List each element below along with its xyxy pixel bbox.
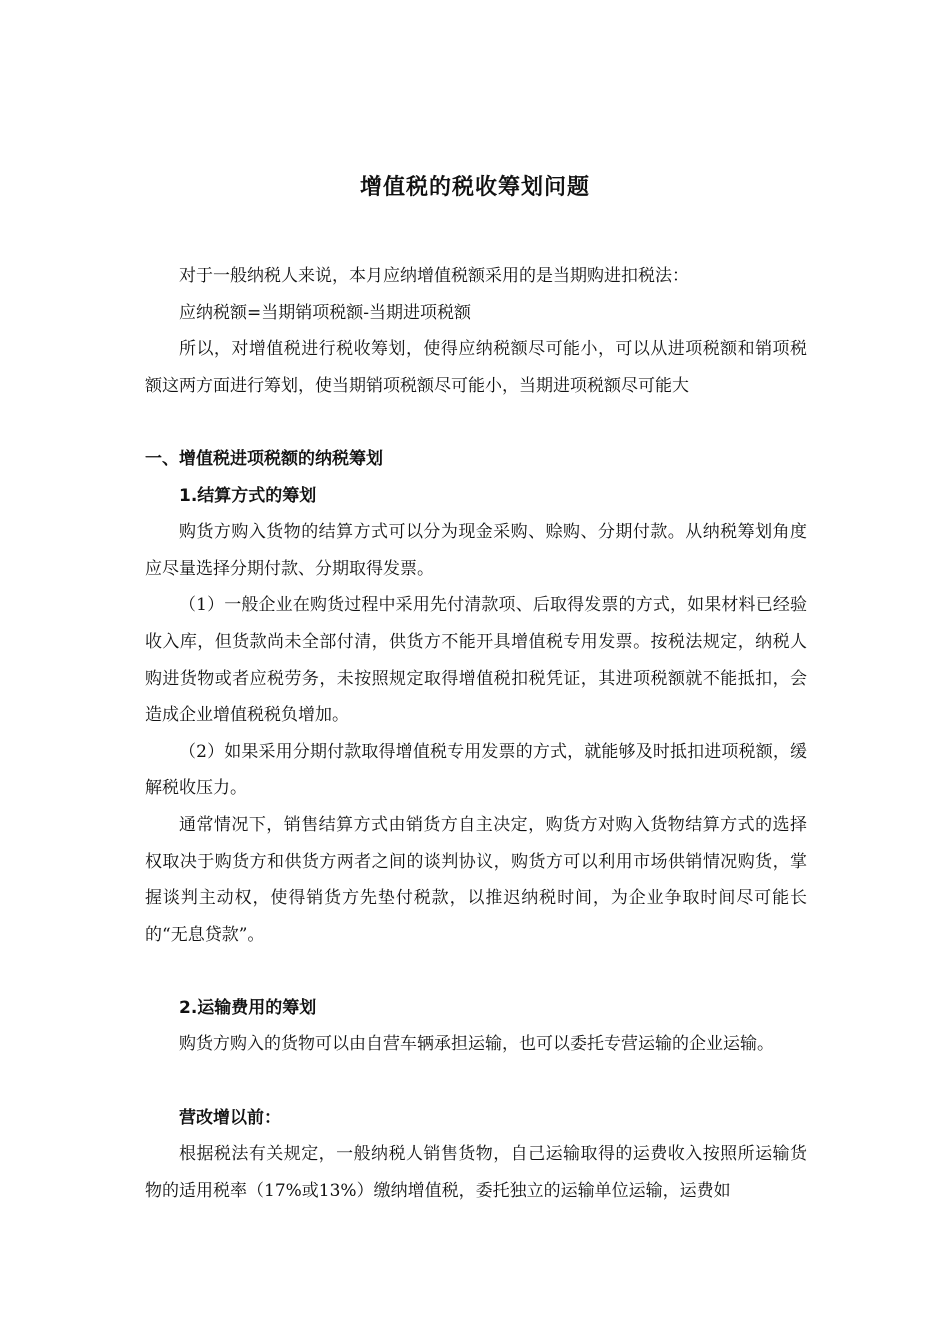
settlement-paragraph-2: （1）一般企业在购货过程中采用先付清款项、后取得发票的方式，如果材料已经验收入库，但货款尚未全部付清，供货方不能开具增值税专用发票。按税法规定，纳税人购进货物或者应税劳务，未按照规定取得增值税扣税凭证，其进项税额就不能抵扣，会造成企业增值税税负增加。	[145, 595, 807, 726]
document-title: 增值税的税收筹划问题	[359, 175, 590, 200]
transport-paragraph-1: 购货方购入的货物可以由自营车辆承担运输，也可以委托专营运输的企业运输。	[179, 1034, 774, 1055]
settlement-paragraph-4: 通常情况下，销售结算方式由销货方自主决定，购货方对购入货物结算方式的选择权取决于购货方和供货方两者之间的谈判协议，购货方可以利用市场供销情况购货，掌握谈判主动权，使得销货方先垫付税款，以推迟纳税时间，为企业争取时间尽可能长的“无息贷款”。	[145, 814, 807, 945]
spacer	[145, 404, 807, 441]
document-body	[145, 258, 807, 1209]
spacer	[145, 953, 807, 990]
before-reform-paragraph-1: 根据税法有关规定，一般纳税人销售货物，自己运输取得的运费收入按照所运输货物的适用税率（17%或13%）缴纳增值税，委托独立的运输单位运输，运费如	[145, 1144, 807, 1201]
section-heading: 一、增值税进项税额的纳税筹划	[145, 448, 383, 469]
subsection-heading-before-reform: 营改增以前：	[179, 1107, 281, 1128]
settlement-paragraph-3: （2）如果采用分期付款取得增值税专用发票的方式，就能够及时抵扣进项税额，缓解税收压力。	[145, 741, 807, 799]
settlement-paragraph-1: 购货方购入货物的结算方式可以分为现金采购、赊购、分期付款。从纳税筹划角度应尽量选择分期付款、分期取得发票。	[145, 522, 807, 579]
subsection-heading-transport: 2.运输费用的筹划	[179, 997, 317, 1018]
intro-paragraph-1: 对于一般纳税人来说，本月应纳增值税额采用的是当期购进扣税法：	[179, 266, 689, 286]
intro-paragraph-2: 所以，对增值税进行税收筹划，使得应纳税额尽可能小，可以从进项税额和销项税额这两方面进行筹划，使当期销项税额尽可能小，当期进项税额尽可能大	[145, 339, 807, 396]
intro-formula: 应纳税额=当期销项税额-当期进项税额	[179, 302, 471, 323]
spacer	[145, 1063, 807, 1100]
subsection-heading-settlement: 1.结算方式的筹划	[179, 485, 317, 506]
